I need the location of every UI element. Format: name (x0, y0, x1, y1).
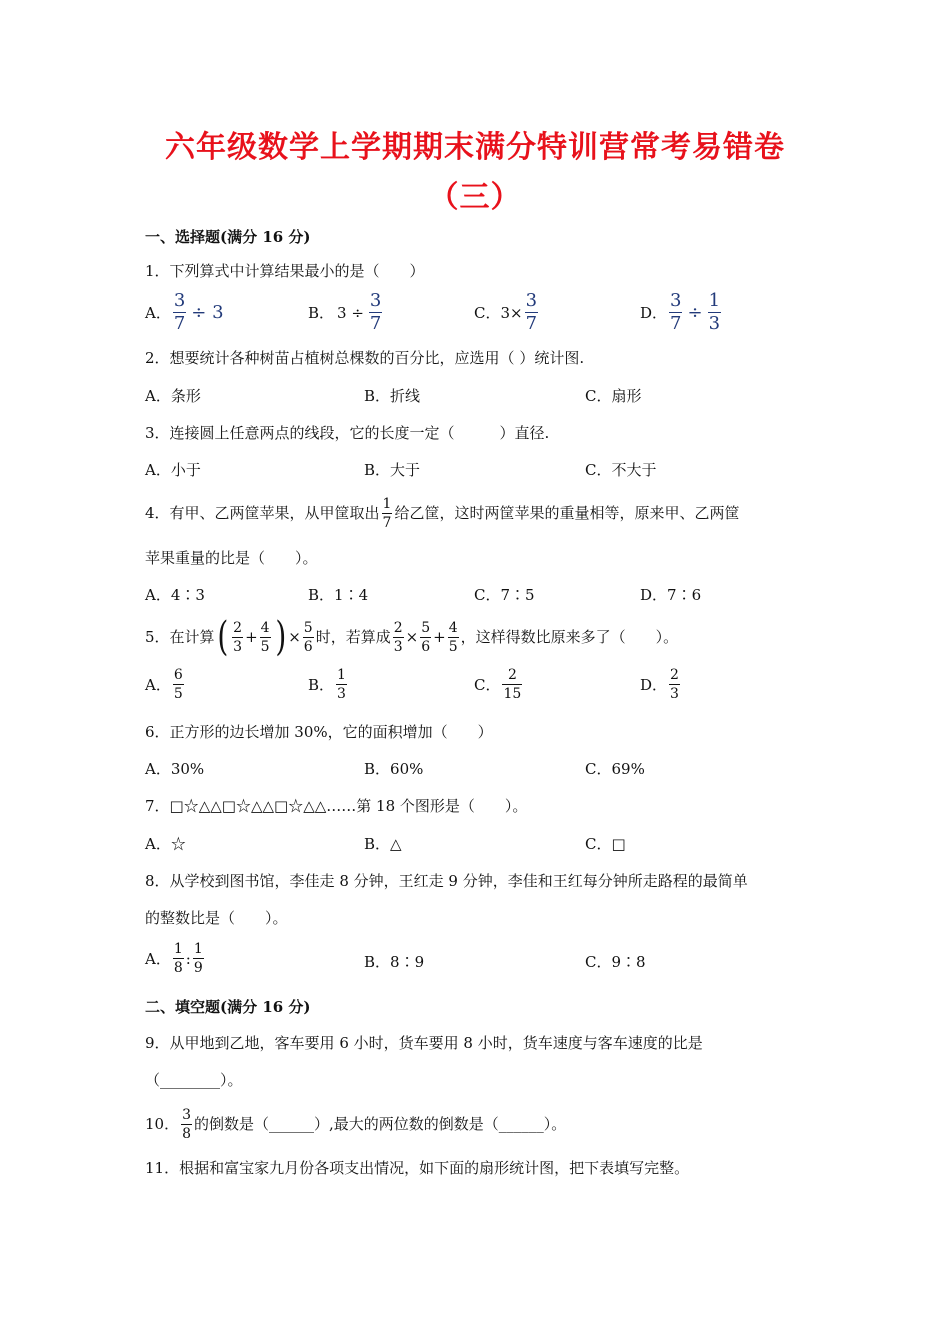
question-9-line2: （________）。 (145, 1071, 243, 1089)
q4-option-a: A．4∶3 (145, 586, 205, 604)
q8-option-b: B．8∶9 (364, 953, 425, 971)
fraction: $\frac{3}{7}$ (670, 290, 682, 334)
fraction: $\frac{4}{5}$ (260, 619, 270, 655)
fraction: $\frac{5}{6}$ (303, 619, 313, 655)
q7-option-a: A．☆ (145, 835, 186, 853)
fraction: $\frac{3}{7}$ (369, 290, 382, 334)
q8-option-c: C．9∶8 (585, 953, 646, 971)
question-4-line2: 苹果重量的比是（ ）。 (145, 549, 318, 567)
section-choice-heading: 一、选择题(满分 16 分) (145, 228, 311, 246)
question-9: 9．从甲地到乙地，客车要用 6 小时，货车要用 8 小时，货车速度与客车速度的比是 (145, 1034, 703, 1052)
question-2: 2．想要统计各种树苗占植树总棵数的百分比，应选用（ ）统计图. (145, 349, 585, 367)
q2-option-a: A．条形 (145, 387, 201, 405)
question-8: 8．从学校到图书馆，李佳走 8 分钟，王红走 9 分钟，李佳和王红每分钟所走路程的最简单 (145, 872, 748, 890)
fraction: $\frac{3}{7}$ (173, 290, 186, 334)
q6-option-c: C．69% (585, 760, 645, 778)
q4-option-d: D．7∶6 (640, 586, 702, 604)
fraction: $\frac{2}{3}$ (233, 619, 243, 655)
q1-option-d: D． $\frac{3}{7}$ ÷ $\frac{1}{3}$ (640, 290, 721, 334)
question-11: 11．根据和富宝家九月份各项支出情况，如下面的扇形统计图，把下表填写完整。 (145, 1159, 690, 1177)
fraction: $\frac{2}{3}$ (393, 619, 403, 655)
q5-option-b: B． $\frac{1}{3}$ (308, 667, 346, 702)
question-10: 10． $\frac{3}{8}$ 的倒数是（______）,最大的两位数的倒数是（______）。 (145, 1106, 567, 1142)
q7-option-c: C．□ (585, 835, 626, 853)
q5-option-a: A． $\frac{6}{5}$ (145, 667, 183, 702)
section-fill-heading: 二、填空题(满分 16 分) (145, 998, 311, 1016)
q3-option-c: C．不大于 (585, 461, 657, 479)
q2-option-c: C．扇形 (585, 387, 642, 405)
question-1: 1．下列算式中计算结果最小的是（ ） (145, 262, 425, 280)
question-7: 7．□☆△△□☆△△□☆△△……第 18 个图形是（ ）。 (145, 797, 528, 815)
question-8-line2: 的整数比是（ ）。 (145, 909, 288, 927)
fraction: $\frac{2}{15}$ (503, 667, 522, 702)
q6-option-b: B．60% (364, 760, 424, 778)
left-paren: ( (216, 614, 228, 660)
fraction: $\frac{4}{5}$ (448, 619, 458, 655)
fraction: $\frac{1}{8}$ (173, 941, 183, 976)
q3-option-a: A．小于 (145, 461, 201, 479)
right-paren: ) (274, 614, 286, 660)
question-6: 6．正方形的边长增加 30%，它的面积增加（ ） (145, 723, 493, 741)
page-subtitle: （三） (428, 180, 522, 215)
fraction: $\frac{1}{3}$ (708, 290, 721, 334)
q5-option-d: D． $\frac{2}{3}$ (640, 667, 679, 702)
q6-option-a: A．30% (145, 760, 205, 778)
question-3: 3．连接圆上任意两点的线段，它的长度一定（ ）直径. (145, 424, 550, 442)
fraction: $\frac{5}{6}$ (421, 619, 431, 655)
fraction: $\frac{3}{8}$ (182, 1106, 192, 1142)
q2-option-b: B．折线 (364, 387, 421, 405)
question-4: 4．有甲、乙两筐苹果，从甲筐取出 $\frac{1}{7}$ 给乙筐，这时两筐苹果的重量相等，原来甲、乙两筐 (145, 495, 740, 531)
q4-option-c: C．7∶5 (474, 586, 535, 604)
q7-option-b: B．△ (364, 835, 402, 853)
fraction: $\frac{1}{7}$ (382, 495, 392, 531)
fraction: $\frac{6}{5}$ (173, 667, 183, 702)
q4-option-b: B．1∶4 (308, 586, 369, 604)
fraction: $\frac{3}{7}$ (525, 290, 538, 334)
question-5: 5．在计算 ( $\frac{2}{3}$ + $\frac{4}{5}$ ) × $\frac{5}{6}$ 时，若算成 $\frac{2}{3}$ × $\frac{5}{6}$ + $\frac{4}{5}$ ，这样得数比原来多了（ ）。 (145, 614, 679, 660)
q1-option-c: C． 3× $\frac{3}{7}$ (474, 290, 538, 334)
q5-option-c: C． $\frac{2}{15}$ (474, 667, 522, 702)
fraction: $\frac{1}{9}$ (193, 941, 203, 976)
q1-option-a: A． $\frac{3}{7}$ ÷ 3 (145, 290, 224, 334)
fraction: $\frac{2}{3}$ (670, 667, 679, 702)
fraction: $\frac{1}{3}$ (337, 667, 346, 702)
q3-option-b: B．大于 (364, 461, 421, 479)
page-title: 六年级数学上学期期末满分特训营常考易错卷 (165, 130, 785, 165)
q8-option-a: A． $\frac{1}{8}$ : $\frac{1}{9}$ (145, 941, 203, 976)
q1-option-b: B． 3 ÷ $\frac{3}{7}$ (308, 290, 382, 334)
